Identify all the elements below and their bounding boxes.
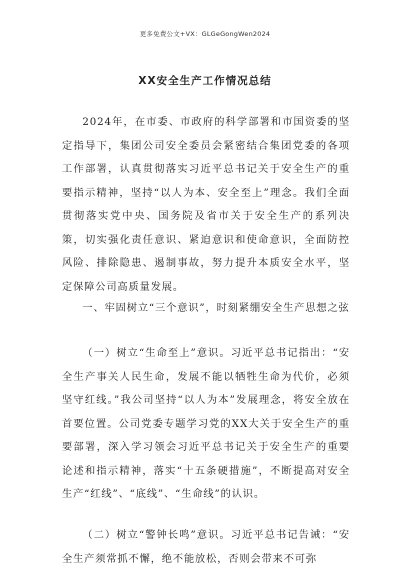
document-title: XX安全生产工作情况总结: [138, 75, 272, 87]
subsection-1-text: （一）树立“生命至上”意识。习近平总书记指出：“安全生产事关人民生命，发展不能以牺牲生命为代价，必须坚守红线。”我公司坚持“以人为本”发展理念，将安全放在首要位置。公司党委专题学习党的XX大关于安全生产的重要部署，深入学习领会习近平总书记关于安全生产的重要论述和指示精神，落实“十五条硬措施”，不断提高对安全生产“红线”、“底线”、“生命线”的认识。: [62, 348, 350, 500]
subsection-2-paragraph: [62, 524, 350, 571]
subsection-1-paragraph: [62, 342, 350, 507]
intro-paragraph: [62, 111, 350, 299]
subsection-2-text: （二）树立“警钟长鸣”意识。习近平总书记告诫：“安全生产须常抓不懈，绝不能放松，否则会带来不可弥: [62, 530, 350, 565]
section-heading-1: 一、牢固树立“三个意识”，时刻紧绷安全生产思想之弦: [82, 303, 350, 314]
header-note: 更多免费公文+VX：GLGeGongWen2024: [139, 30, 271, 38]
intro-paragraph-text: 2024年，在市委、市政府的科学部署和市国资委的坚定指导下，集团公司安全委员会紧密结合集团党委的各项工作部署，认真贯彻落实习近平总书记关于安全生产的重要指示精神，坚持“以人为本、安全至上”理念。我们全面贯彻落实党中央、国务院及省市关于安全生产的系列决策，切实强化责任意识、紧迫意识和使命意识，全面防控风险、排除隐患、遏制事故，努力提升本质安全水平，坚定保障公司高质量发展。: [62, 117, 350, 293]
